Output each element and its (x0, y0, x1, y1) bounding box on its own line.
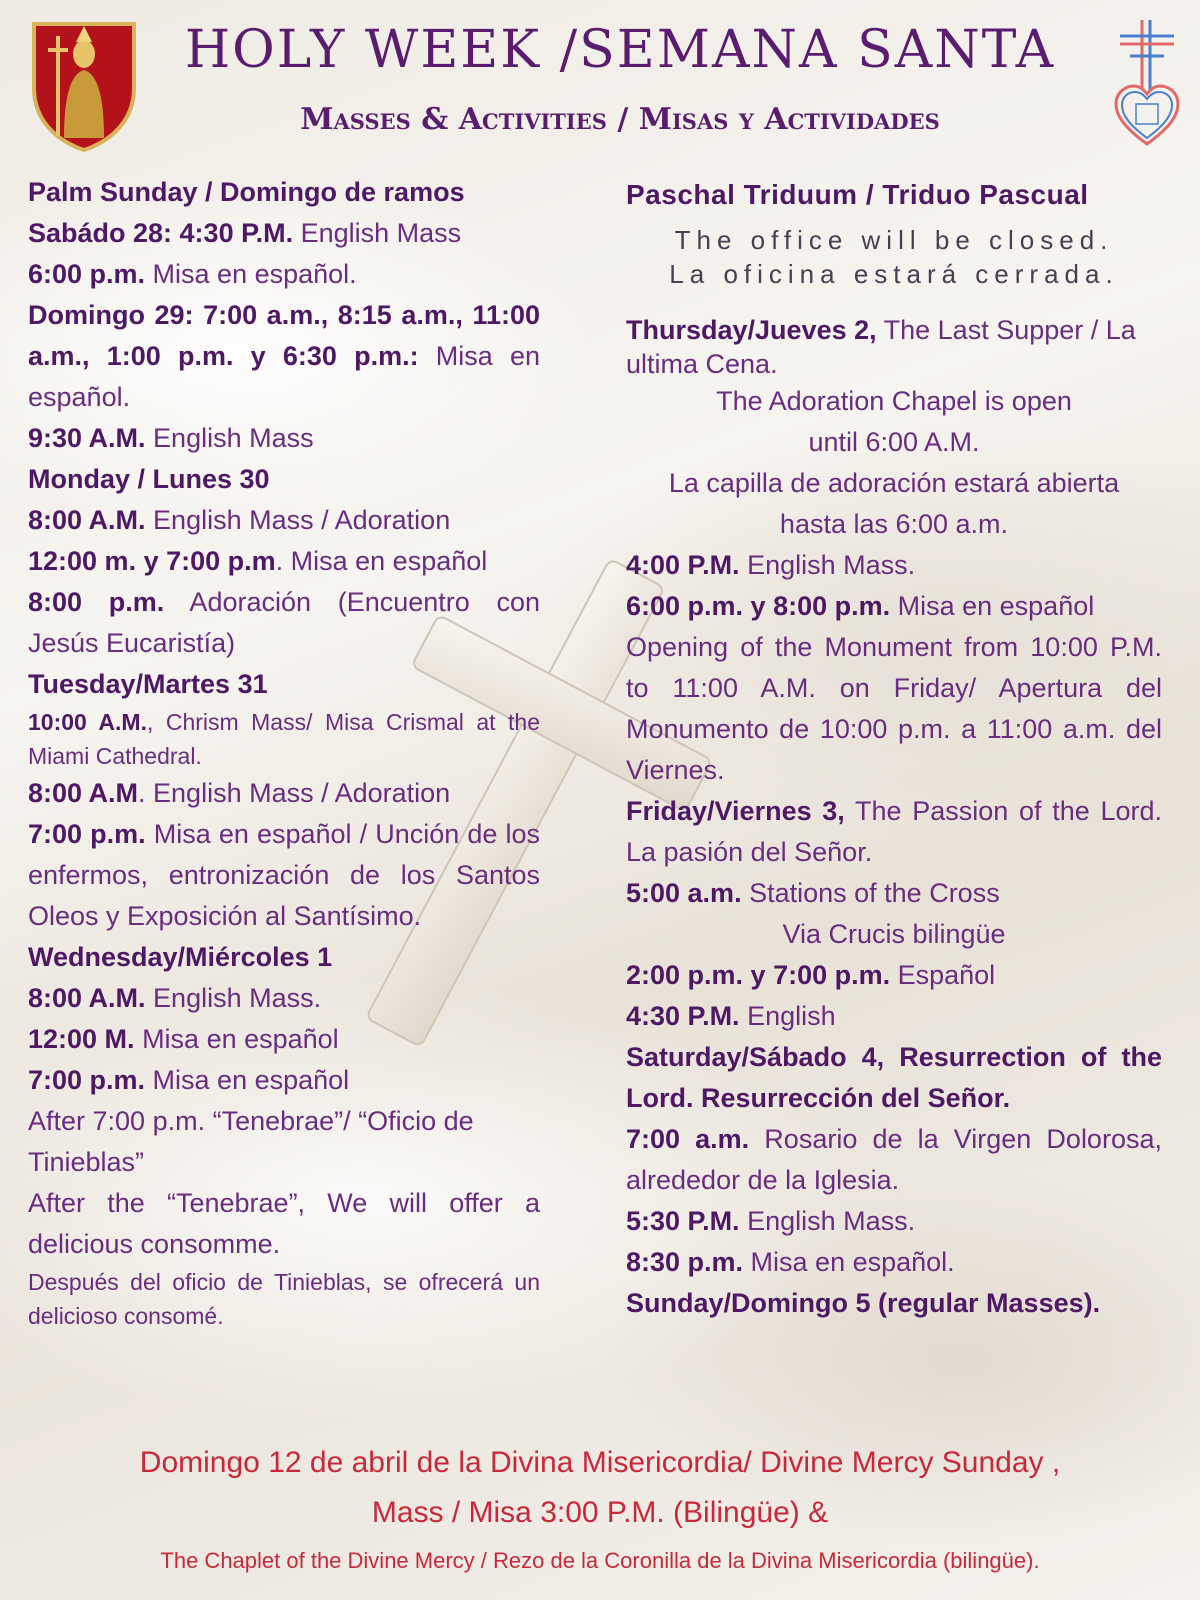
wednesday-heading: Wednesday/Miércoles 1 (28, 942, 333, 972)
monday-heading: Monday / Lunes 30 (28, 464, 270, 494)
footer-line-3: The Chaplet of the Divine Mercy / Rezo de la Coronilla de la Divina Misericordia (bilingüe). (160, 1548, 1040, 1573)
palm-saturday-entry: Sabádo 28: 4:30 P.M. English Mass (28, 218, 462, 248)
chapel-open-hasta: hasta las 6:00 a.m. (779, 509, 1009, 539)
thursday-entry-2: 6:00 p.m. y 8:00 p.m. Misa en español (626, 591, 1095, 621)
monday-entry-3: 8:00 p.m. Adoración (Encuentro con Jesús Eucaristía) (28, 587, 540, 658)
friday-entry-3: 4:30 P.M. English (626, 1001, 836, 1031)
monday-entry-2: 12:00 m. y 7:00 p.m. Misa en español (28, 546, 488, 576)
friday-entry: Friday/Viernes 3, The Passion of the Lord. La pasión del Señor. (626, 796, 1162, 867)
palm-sunday-entry-2: 9:30 A.M. English Mass (28, 423, 314, 453)
tuesday-heading: Tuesday/Martes 31 (28, 669, 268, 699)
office-closed-es: La oficina estará cerrada. (669, 259, 1119, 289)
saint-shield-icon (30, 18, 138, 153)
wednesday-entry-3: 7:00 p.m. Misa en español (28, 1065, 350, 1095)
wednesday-tenebrae: After 7:00 p.m. “Tenebrae”/ “Oficio de Tinieblas” (28, 1106, 474, 1177)
thursday-entry-1: 4:00 P.M. English Mass. (626, 550, 916, 580)
friday-entry-2: 2:00 p.m. y 7:00 p.m. Español (626, 960, 996, 990)
palm-sunday-heading: Palm Sunday / Domingo de ramos (28, 177, 465, 207)
chapel-open-until: until 6:00 A.M. (808, 427, 980, 457)
monday-entry-1: 8:00 A.M. English Mass / Adoration (28, 505, 451, 535)
tuesday-entry-1: 10:00 A.M., Chrism Mass/ Misa Crismal at the Miami Cathedral. (28, 709, 540, 769)
palm-saturday-entry-2: 6:00 p.m. Misa en español. (28, 259, 357, 289)
cross-heart-logo-icon (1112, 18, 1182, 150)
footer-line-1: Domingo 12 de abril de la Divina Misericordia/ Divine Mercy Sunday , (139, 1446, 1061, 1479)
saturday-entry-3: 8:30 p.m. Misa en español. (626, 1247, 955, 1277)
footer-line-2: Mass / Misa 3:00 P.M. (Bilingüe) & (371, 1496, 829, 1529)
saturday-entry-2: 5:30 P.M. English Mass. (626, 1206, 916, 1236)
friday-entry-1: 5:00 a.m. Stations of the Cross (626, 878, 1000, 908)
saturday-entry-1: 7:00 a.m. Rosario de la Virgen Dolorosa, alrededor de la Iglesia. (626, 1124, 1162, 1195)
wednesday-entry-1: 8:00 A.M. English Mass. (28, 983, 322, 1013)
thursday-entry: Thursday/Jueves 2, The Last Supper / La ultima Cena. (626, 315, 1136, 379)
friday-via-crucis: Via Crucis bilingüe (782, 919, 1006, 949)
wednesday-consomme-en: After the “Tenebrae”, We will offer a delicious consomme. (28, 1188, 540, 1259)
divine-mercy-footer (0, 1438, 1200, 1584)
page-subtitle: Masses & Activities / Misas y Actividades (300, 102, 940, 137)
wednesday-consomme-es: Después del oficio de Tinieblas, se ofrecerá un delicioso consomé. (28, 1269, 540, 1329)
left-column (28, 172, 540, 1333)
palm-sunday-entry: Domingo 29: 7:00 a.m., 8:15 a.m., 11:00 a.m., 1:00 p.m. y 6:30 p.m.: Misa en español. (28, 300, 540, 412)
saturday-heading: Saturday/Sábado 4, Resurrection of the Lord. Resurrección del Señor. (626, 1042, 1162, 1113)
wednesday-entry-2: 12:00 M. Misa en español (28, 1024, 339, 1054)
tuesday-entry-2: 8:00 A.M. English Mass / Adoration (28, 778, 451, 808)
triduum-heading: Paschal Triduum / Triduo Pascual (626, 179, 1089, 210)
tuesday-entry-3: 7:00 p.m. Misa en español / Unción de los enfermos, entronización de los Santos Oleos y Exposición al Santísimo. (28, 819, 540, 931)
page-title: HOLY WEEK /SEMANA SANTA (184, 20, 1056, 80)
thursday-monument: Opening of the Monument from 10:00 P.M. to 11:00 A.M. on Friday/ Apertura del Monumento de 10:00 p.m. a 11:00 a.m. del Viernes. (626, 632, 1162, 785)
right-column (626, 172, 1162, 1324)
chapel-open-es: La capilla de adoración estará abierta (668, 468, 1120, 498)
office-closed-en: The office will be closed. (674, 225, 1114, 255)
sunday-entry: Sunday/Domingo 5 (regular Masses). (626, 1288, 1101, 1318)
chapel-open-en: The Adoration Chapel is open (716, 386, 1072, 416)
